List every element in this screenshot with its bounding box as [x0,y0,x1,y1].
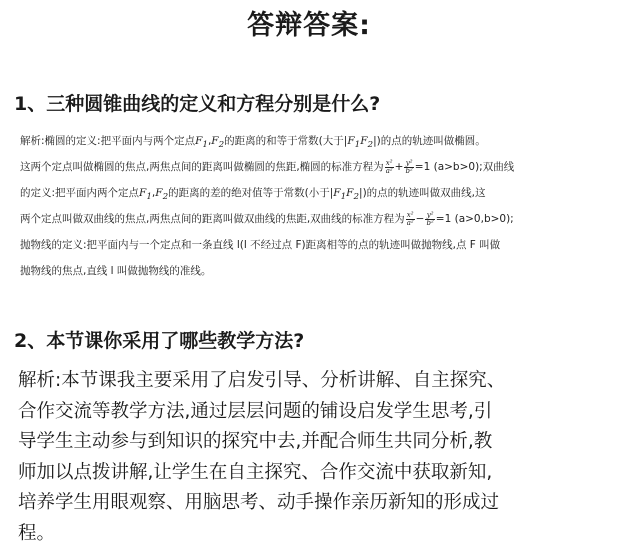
text-segment: =1 (a>0,b>0); [435,213,514,225]
subscript: 1 [146,192,152,203]
text-segment: F [211,135,219,147]
focus-symbol [333,187,360,203]
denominator: a² [406,218,414,227]
text-segment: |)的点的轨迹叫做椭圆。 [373,135,486,147]
denominator: b² [405,166,413,175]
text-segment: 的定义:把平面内两个定点 [20,187,140,199]
fraction [385,160,394,175]
fraction [404,160,413,175]
text-segment: F [139,187,147,199]
subscript: 2 [162,192,169,203]
text-segment: , [151,187,156,199]
text-segment: F [360,135,368,147]
question-1-heading: 1、三种圆锥曲线的定义和方程分别是什么? [14,93,381,115]
focus-symbol [211,135,225,151]
answer-1-line [20,154,606,180]
denominator: b² [426,218,434,227]
fraction [406,212,415,227]
text-segment: 的距离的差的绝对值等于常数(小于| [168,187,334,199]
focus-symbol [195,135,208,151]
question-2-heading: 2、本节课你采用了哪些教学方法? [14,330,305,352]
subscript: 1 [354,140,361,151]
numerator: y² [405,158,413,167]
answer-2-line: 合作交流等教学方法,通过层层问题的铺设启发学生思考,引 [18,400,493,422]
text-segment: F [333,187,341,199]
text-segment: F [195,135,203,147]
numerator: x² [406,210,414,219]
text-segment: 这两个定点叫做椭圆的焦点,两焦点间的距离叫做椭圆的焦距,椭圆的标准方程为 [20,161,384,173]
focus-symbol [347,135,374,151]
operator: + [394,161,404,173]
answer-1-line: 抛物线的焦点,直线 l 叫做抛物线的准线。 [20,265,212,277]
subscript: 2 [353,192,360,203]
text-segment: 的距离的和等于常数(大于| [224,135,348,147]
subscript: 1 [340,192,347,203]
focus-symbol [139,187,152,203]
text-segment: F [346,187,354,199]
subscript: 2 [367,140,374,151]
answer-1-line [20,206,606,232]
focus-symbol [155,187,169,203]
denominator: a² [385,166,393,175]
numerator: y² [426,210,434,219]
answer-1-text [20,128,606,284]
page-title: 答辩答案: [247,10,371,41]
text-segment: , [207,135,212,147]
text-segment: 解析:椭圆的定义:把平面内与两个定点 [20,135,196,147]
text-segment: =1 (a>b>0);双曲线 [414,161,515,173]
numerator: x² [385,158,393,167]
answer-2-line: 培养学生用眼观察、用脑思考、动手操作亲历新知的形成过 [18,492,500,513]
fraction [425,212,434,227]
answer-2-line: 师加以点拨讲解,让学生在自主探究、合作交流中获取新知, [18,461,493,483]
answer-1-line: 抛物线的定义:把平面内与一个定点和一条直线 l(l 不经过点 F)距离相等的点的轨迹叫做抛物线,点 F 叫做 [20,239,501,251]
answer-2-line: 程。 [18,522,56,544]
text-segment: F [155,187,163,199]
subscript: 2 [218,140,225,151]
answer-2-line: 解析:本节课我主要采用了启发引导、分析讲解、自主探究、 [18,370,506,391]
answer-2-text [18,366,608,549]
answer-2-line: 导学生主动参与到知识的探究中去,并配合师生共同分析,教 [18,431,493,452]
text-segment: |)的点的轨迹叫做双曲线,这 [359,187,486,199]
answer-1-line [20,128,606,154]
operator: − [415,213,425,225]
text-segment: 两个定点叫做双曲线的焦点,两焦点间的距离叫做双曲线的焦距,双曲线的标准方程为 [20,213,405,225]
subscript: 1 [202,140,208,151]
text-segment: F [347,135,355,147]
answer-1-line [20,180,606,206]
